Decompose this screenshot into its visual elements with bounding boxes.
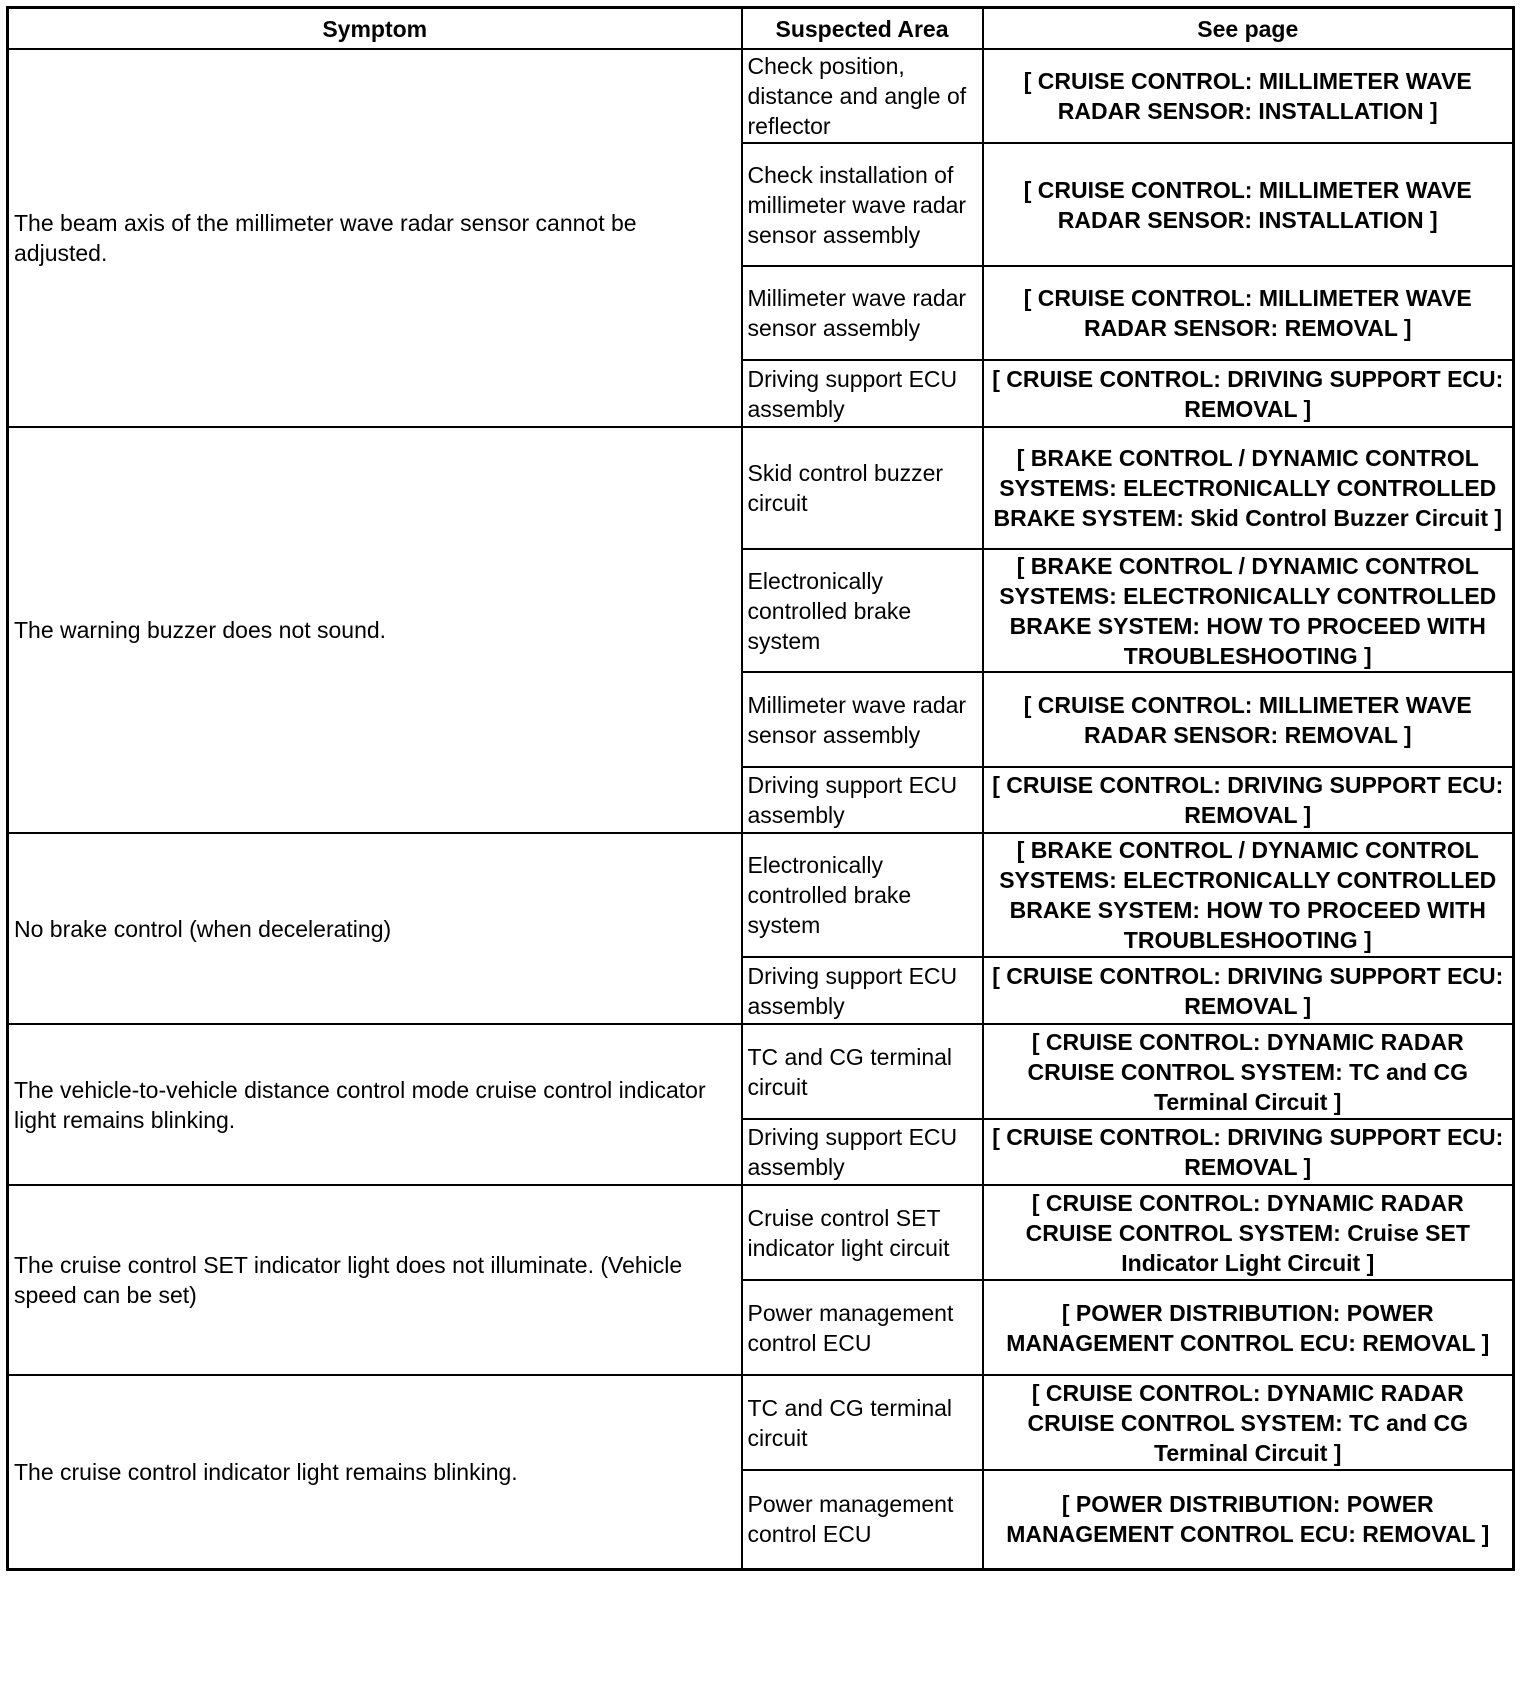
- see-page-link[interactable]: [ BRAKE CONTROL / DYNAMIC CONTROL SYSTEMS: ELECTRONICALLY CONTROLLED BRAKE SYSTEM: HOW TO PROCEED WITH TROUBLESHOOTING ]: [983, 833, 1514, 957]
- table-row: [8, 1185, 1514, 1280]
- problem-symptoms-table: [6, 6, 1515, 1571]
- table-row: [8, 1375, 1514, 1470]
- symptom-cell: The vehicle-to-vehicle distance control mode cruise control indicator light remains blinking.: [8, 1024, 742, 1185]
- suspected-area-cell: Driving support ECU assembly: [742, 1119, 983, 1185]
- suspected-area-cell: TC and CG terminal circuit: [742, 1375, 983, 1470]
- suspected-area-cell: TC and CG terminal circuit: [742, 1024, 983, 1119]
- suspected-area-cell: Check position, distance and angle of reflector: [742, 49, 983, 143]
- table-row: [8, 427, 1514, 549]
- table-row: [8, 1024, 1514, 1119]
- see-page-link[interactable]: [ CRUISE CONTROL: DYNAMIC RADAR CRUISE CONTROL SYSTEM: Cruise SET Indicator Light Circuit ]: [983, 1185, 1514, 1280]
- suspected-area-cell: Skid control buzzer circuit: [742, 427, 983, 549]
- suspected-area-cell: Cruise control SET indicator light circuit: [742, 1185, 983, 1280]
- see-page-link[interactable]: [ CRUISE CONTROL: MILLIMETER WAVE RADAR SENSOR: INSTALLATION ]: [983, 143, 1514, 266]
- header-row: [8, 8, 1514, 50]
- see-page-link[interactable]: [ POWER DISTRIBUTION: POWER MANAGEMENT CONTROL ECU: REMOVAL ]: [983, 1470, 1514, 1569]
- symptom-cell: The cruise control SET indicator light does not illuminate. (Vehicle speed can be set): [8, 1185, 742, 1375]
- see-page-link[interactable]: [ CRUISE CONTROL: DYNAMIC RADAR CRUISE CONTROL SYSTEM: TC and CG Terminal Circuit ]: [983, 1375, 1514, 1470]
- see-page-link[interactable]: [ CRUISE CONTROL: DYNAMIC RADAR CRUISE CONTROL SYSTEM: TC and CG Terminal Circuit ]: [983, 1024, 1514, 1119]
- see-page-link[interactable]: [ POWER DISTRIBUTION: POWER MANAGEMENT CONTROL ECU: REMOVAL ]: [983, 1280, 1514, 1375]
- suspected-area-cell: Electronically controlled brake system: [742, 549, 983, 672]
- see-page-link[interactable]: [ CRUISE CONTROL: DRIVING SUPPORT ECU: REMOVAL ]: [983, 767, 1514, 833]
- see-page-link[interactable]: [ CRUISE CONTROL: MILLIMETER WAVE RADAR SENSOR: REMOVAL ]: [983, 672, 1514, 767]
- see-page-link[interactable]: [ CRUISE CONTROL: MILLIMETER WAVE RADAR SENSOR: REMOVAL ]: [983, 266, 1514, 360]
- symptom-cell: No brake control (when decelerating): [8, 833, 742, 1024]
- suspected-area-cell: Electronically controlled brake system: [742, 833, 983, 957]
- table-row: [8, 833, 1514, 957]
- see-page-link[interactable]: [ BRAKE CONTROL / DYNAMIC CONTROL SYSTEMS: ELECTRONICALLY CONTROLLED BRAKE SYSTEM: Skid Control Buzzer Circuit ]: [983, 427, 1514, 549]
- see-page-link[interactable]: [ CRUISE CONTROL: DRIVING SUPPORT ECU: REMOVAL ]: [983, 1119, 1514, 1185]
- suspected-area-cell: Millimeter wave radar sensor assembly: [742, 672, 983, 767]
- suspected-area-cell: Power management control ECU: [742, 1470, 983, 1569]
- symptom-cell: The warning buzzer does not sound.: [8, 427, 742, 833]
- see-page-link[interactable]: [ CRUISE CONTROL: DRIVING SUPPORT ECU: REMOVAL ]: [983, 957, 1514, 1024]
- see-page-link[interactable]: [ CRUISE CONTROL: DRIVING SUPPORT ECU: REMOVAL ]: [983, 360, 1514, 427]
- see-page-link[interactable]: [ CRUISE CONTROL: MILLIMETER WAVE RADAR SENSOR: INSTALLATION ]: [983, 49, 1514, 143]
- suspected-area-cell: Driving support ECU assembly: [742, 360, 983, 427]
- header-suspected-area: Suspected Area: [742, 8, 983, 50]
- symptom-cell: The cruise control indicator light remains blinking.: [8, 1375, 742, 1569]
- see-page-link[interactable]: [ BRAKE CONTROL / DYNAMIC CONTROL SYSTEMS: ELECTRONICALLY CONTROLLED BRAKE SYSTEM: HOW TO PROCEED WITH TROUBLESHOOTING ]: [983, 549, 1514, 672]
- troubleshooting-table-container: [6, 6, 1512, 1571]
- suspected-area-cell: Driving support ECU assembly: [742, 767, 983, 833]
- header-symptom: Symptom: [8, 8, 742, 50]
- symptom-cell: The beam axis of the millimeter wave radar sensor cannot be adjusted.: [8, 49, 742, 427]
- suspected-area-cell: Check installation of millimeter wave radar sensor assembly: [742, 143, 983, 266]
- table-row: [8, 49, 1514, 143]
- suspected-area-cell: Power management control ECU: [742, 1280, 983, 1375]
- suspected-area-cell: Millimeter wave radar sensor assembly: [742, 266, 983, 360]
- header-see-page: See page: [983, 8, 1514, 50]
- suspected-area-cell: Driving support ECU assembly: [742, 957, 983, 1024]
